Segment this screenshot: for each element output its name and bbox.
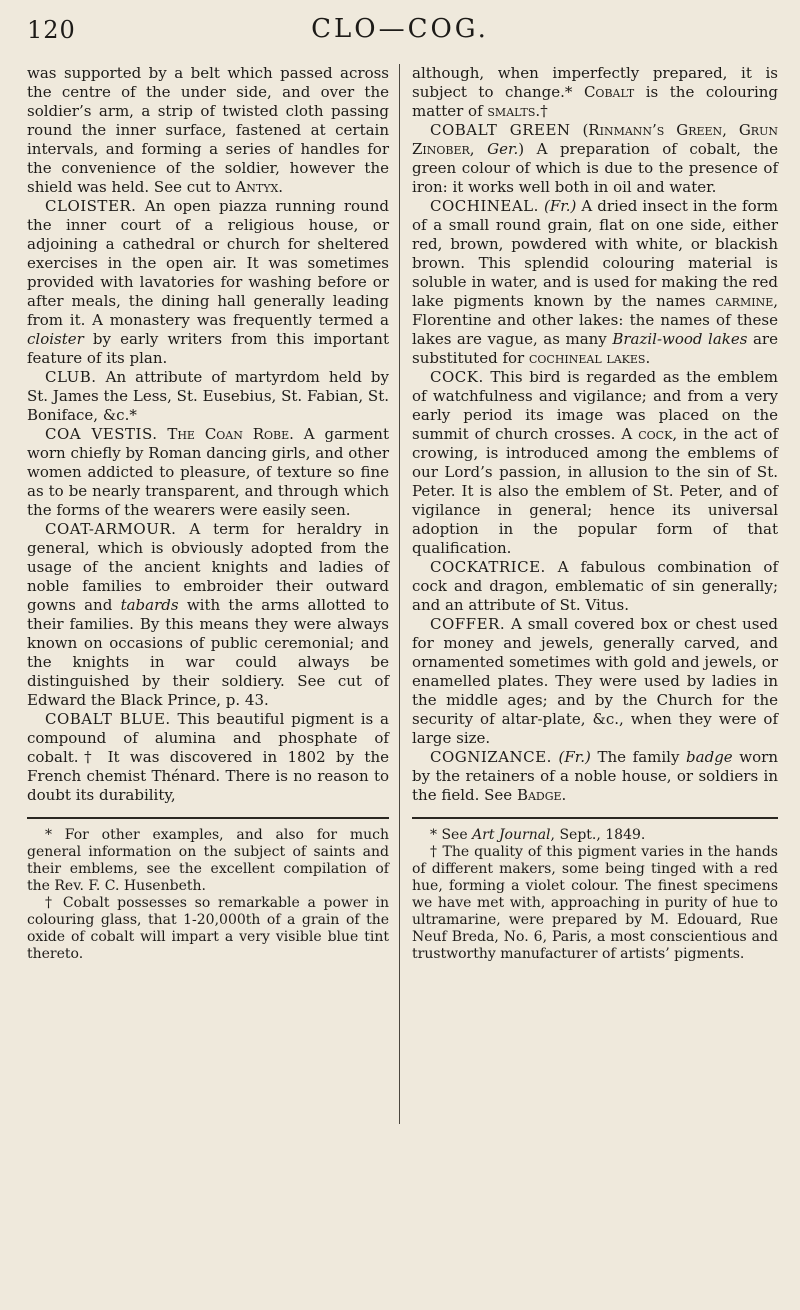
entry-cobalt-green <box>412 121 778 197</box>
italic-term: Ger. <box>487 140 519 158</box>
footnote: * For other examples, and also for much general information on the subject of saints and their emblems, see the excellent compilation of the Rev. F. C. Husenbeth. <box>27 827 389 894</box>
page-number: 120 <box>27 16 76 44</box>
entry-text: The family <box>590 748 687 766</box>
translation: The Coan Robe. <box>167 425 294 443</box>
entry-text: , in the act of crowing, is introduced among the emblems of our Lord’s passion, in allusion to the sin of St. Peter. It is also the emblem of St. Peter, and of vigilance in general; hence its universal adoption in the popular form of that qualification. <box>412 425 778 557</box>
headword: COCHINEAL. <box>430 197 539 215</box>
running-head: CLO—COG. <box>311 14 489 44</box>
entry-cloister <box>27 197 389 368</box>
entry-text: A garment worn chiefly by Roman dancing girls, and other women addicted to pleasure, of texture so fine as to be nearly transparent, and through which the forms of the wearers were easily seen. <box>27 425 389 519</box>
entry-club <box>27 368 389 425</box>
headword: COFFER. <box>430 615 506 633</box>
italic-term: (Fr.) <box>558 748 591 766</box>
headword: COBALT BLUE. <box>45 710 171 728</box>
headword: COAT-ARMOUR. <box>45 520 177 538</box>
italic-term: tabards <box>120 596 179 614</box>
entry-text: This beautiful pigment is a compound of alumina and phosphate of cobalt.† It was discovered in 1802 by the French chemist Thénard. There is no reason to doubt its durability, <box>27 710 389 804</box>
footnote-text: * See <box>430 827 473 843</box>
entry-text: are substituted for <box>412 330 778 367</box>
italic-term: Brazil-wood lakes <box>612 330 748 348</box>
italic-term: (Fr.) <box>543 197 577 215</box>
entry-text: An open piazza running round the inner court of a religious house, or adjoining a cathedral or church for sheltered exercises in the open air. It was sometimes provided with lavatories for washing before or after meals, the dining hall generally leading from it. A monastery was frequently termed a <box>27 197 389 329</box>
entry-coffer <box>412 615 778 748</box>
entry-text: is the colouring matter of <box>412 83 778 120</box>
cross-reference: Badge. <box>516 786 567 804</box>
entry-text: although, when imperfectly prepared, it is subject to change.* <box>412 64 778 101</box>
italic-term: cloister <box>27 330 84 348</box>
headword: COBALT GREEN <box>430 121 571 139</box>
entry-text: with the arms allotted to their families. By this means they were always known on occasions of public ceremonial; and the knights in war could always be distinguished by their soldiery. See cut of Edward the Black Prince, p. 43. <box>27 596 389 709</box>
footnote: † The quality of this pigment varies in the hands of different makers, some being tinged with a red hue, forming a violet colour. The finest specimens we have met with, approaching in purity of hue to ultramarine, were prepared by M. Edouard, Rue Neuf Breda, No. 6, Paris, a most conscientious and trustworthy manufacturer of artists’ pigments. <box>412 844 778 962</box>
entry-coa-vestis <box>27 425 389 520</box>
entry-text: A dried insect in the form of a small round grain, flat on one side, either red, brown, powdered with white, or blackish brown. This splendid colouring material is soluble in water, and is used for making the red lake pigments known by the names <box>412 197 779 310</box>
headword: COCKATRICE. <box>430 558 546 576</box>
footnote: † Cobalt possesses so remarkable a power in colouring glass, that 1-20,000th of a grain of the oxide of cobalt will impart a very visible blue tint thereto. <box>27 895 389 962</box>
entry-text: .† <box>535 102 548 120</box>
italic-term: badge <box>686 748 733 766</box>
footnote <box>412 827 778 844</box>
entry-text: An attribute of martyrdom held by St. James the Less, St. Eusebius, St. Fabian, St. Boniface, &c.* <box>27 368 389 424</box>
right-footnotes <box>412 827 778 963</box>
entry-text: by early writers from this important feature of its plan. <box>27 330 389 367</box>
headword: COCK. <box>430 368 484 386</box>
right-column <box>412 64 778 963</box>
entry-cochineal <box>412 197 778 368</box>
headword: COGNIZANCE. <box>430 748 552 766</box>
left-footnotes <box>27 827 389 963</box>
small-caps-term: Cobalt <box>583 83 635 101</box>
headword: CLOISTER. <box>45 197 137 215</box>
small-caps-term: cock <box>638 425 673 443</box>
entry-text: worn by the retainers of a noble house, or soldiers in the field. See <box>412 748 778 804</box>
entry-cobalt-blue <box>27 710 389 805</box>
column-rule <box>399 64 400 1124</box>
entry-coat-armour <box>27 520 389 710</box>
entry-cockatrice <box>412 558 778 615</box>
entry-text: was supported by a belt which passed across the centre of the under side, and over the soldier’s arm, a strip of twisted cloth passing round the inner surface, fastened at certain intervals, and forming a series of handles for the convenience of the soldier, however the shield was held. See cut to <box>27 64 389 196</box>
footnote-rule <box>27 817 389 819</box>
cross-reference: cochineal lakes <box>528 349 646 367</box>
footnote-rule <box>412 817 778 819</box>
italic-term: Art Journal <box>472 827 551 843</box>
cross-reference: carmine <box>715 292 774 310</box>
headword: CLUB. <box>45 368 97 386</box>
page-header <box>0 6 800 54</box>
entry-text: ) A preparation of cobalt, the green colour of which is due to the presence of iron: it works well both in oil and water. <box>412 140 778 196</box>
entry-cognizance <box>412 748 778 805</box>
entry-text: A fabulous combination of cock and dragon, emblematic of sin generally; and an attribute of St. Vitus. <box>412 558 778 614</box>
entry-continuation <box>27 64 389 197</box>
entry-text: A term for heraldry in general, which is obviously adopted from the usage of the ancient knights and ladies of noble families to embroider their outward gowns and <box>27 520 389 614</box>
cross-reference: smalts <box>487 102 536 120</box>
entry-text: . <box>645 349 651 367</box>
synonyms: (Rinmann’s Green, Grun Zinober, <box>412 121 778 158</box>
cross-reference: Antyx. <box>235 178 284 196</box>
entry-text: This bird is regarded as the emblem of watchfulness and vigilance; and from a very early period its image was placed on the summit of church crosses. A <box>412 368 778 443</box>
left-column <box>27 64 389 963</box>
entry-text: , Florentine and other lakes: the names of these lakes are vague, as many <box>412 292 778 348</box>
entry-cock <box>412 368 778 558</box>
footnote-text: , Sept., 1849. <box>550 827 646 843</box>
entry-text: A small covered box or chest used for money and jewels, generally carved, and ornamented sometimes with gold and jewels, or enamelled plates. They were used by ladies in the middle ages; and by the Church for the security of altar-plate, &c., when they were of large size. <box>412 615 778 747</box>
headword: COA VESTIS. <box>45 425 158 443</box>
entry-continuation <box>412 64 778 121</box>
